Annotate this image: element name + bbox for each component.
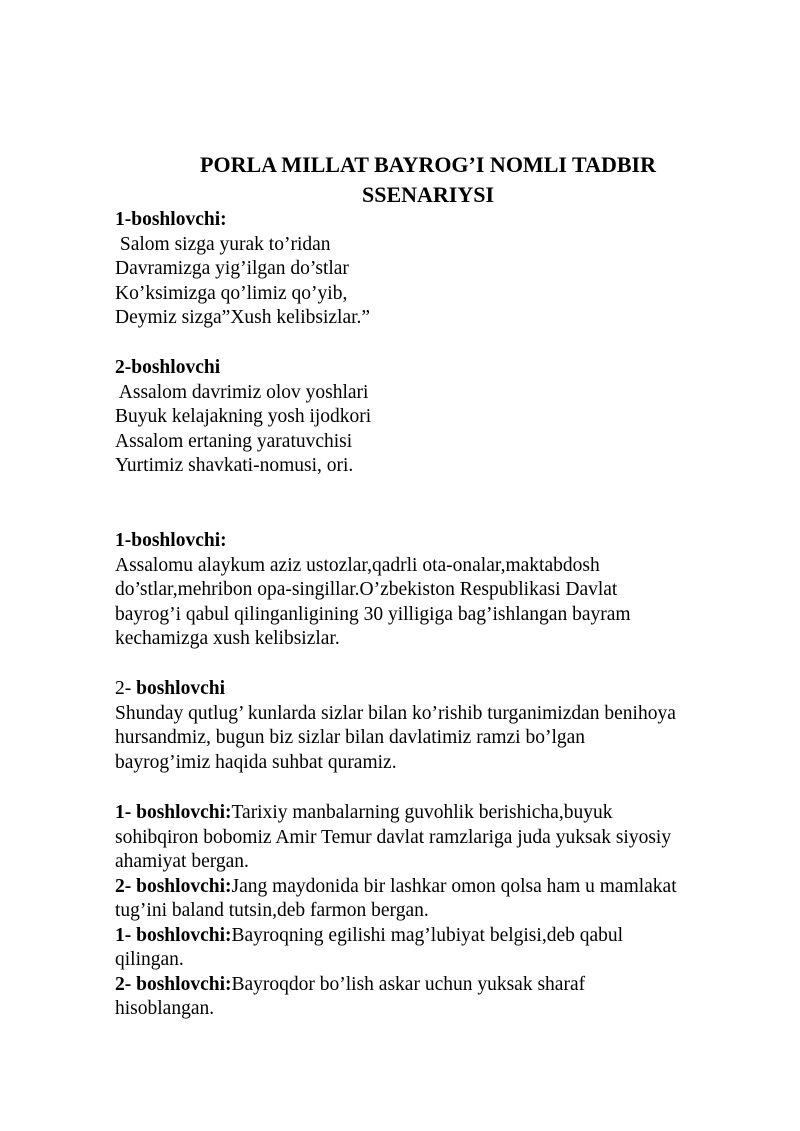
dialogue-text: Bayroqdor bo’lish askar uchun yuksak sharaf — [231, 973, 586, 995]
speaker-label: 1-boshlovchi: — [115, 209, 227, 230]
speaker-label: 1- boshlovchi: — [115, 924, 232, 946]
dialogue-line — [115, 875, 677, 900]
dialogue-text: Bayroqning egilishi mag’lubiyat belgisi,deb qabul — [231, 924, 624, 946]
dialogue-text: Jang maydonida bir lashkar omon qolsa ham u mamlakat — [231, 875, 677, 897]
dialogue-section — [115, 801, 677, 1022]
dialogue-continuation: qilingan. — [115, 949, 184, 970]
dialogue-continuation: hisoblangan. — [115, 998, 215, 1019]
paragraph-line: kechamizga xush kelibsizlar. — [115, 628, 340, 649]
verse-line: Assalom davrimiz olov yoshlari — [115, 381, 369, 403]
speaker-label: 2- boshlovchi: — [115, 973, 232, 995]
section-3 — [115, 529, 631, 652]
paragraph-line: bayrog’i qabul qilinganligining 30 yilligiga bag’ishlangan bayram — [115, 603, 631, 625]
document-title — [100, 150, 756, 210]
speaker-number: 2- — [115, 678, 132, 699]
dialogue-continuation: sohibqiron bobomiz Amir Temur davlat ramzlariga juda yuksak siyosiy — [115, 826, 672, 848]
verse-line: Davramizga yig’ilgan do’stlar — [115, 258, 349, 279]
section-1 — [115, 208, 370, 331]
paragraph-line: Assalomu alaykum aziz ustozlar,qadrli ota-onalar,maktabdosh — [115, 554, 600, 576]
verse-line: Yurtimiz shavkati-nomusi, ori. — [115, 455, 354, 476]
title-line-1: PORLA MILLAT BAYROG’I NOMLI TADBIR — [200, 152, 656, 177]
dialogue-line — [115, 924, 677, 949]
dialogue-line — [115, 801, 677, 826]
verse-line: Salom sizga yurak to’ridan — [115, 233, 331, 255]
paragraph-line: hursandmiz, bugun biz sizlar bilan davlatimiz ramzi bo’lgan — [115, 727, 586, 748]
section-4 — [115, 677, 676, 775]
paragraph-line: Shunday qutlug’ kunlarda sizlar bilan ko’rishib turganimizdan benihoya — [115, 702, 676, 724]
verse-line: Deymiz sizga”Xush kelibsizlar.” — [115, 307, 371, 328]
speaker-name: boshlovchi — [136, 678, 225, 699]
section-2 — [115, 356, 371, 479]
speaker-label: 2-boshlovchi — [115, 357, 221, 378]
dialogue-line — [115, 973, 677, 998]
speaker-label: 1-boshlovchi: — [115, 530, 227, 551]
speaker-label — [115, 677, 676, 702]
paragraph-line: bayrog’imiz haqida suhbat quramiz. — [115, 751, 397, 773]
dialogue-text: Tarixiy manbalarning guvohlik berishicha,buyuk — [231, 802, 613, 823]
verse-line: Assalom ertaning yaratuvchisi — [115, 430, 353, 452]
paragraph-line: do’stlar,mehribon opa-singillar.O’zbekiston Respublikasi Davlat — [115, 579, 618, 600]
verse-line: Buyuk kelajakning yosh ijodkori — [115, 406, 372, 427]
dialogue-continuation: ahamiyat bergan. — [115, 851, 249, 872]
dialogue-continuation: tug’ini baland tutsin,deb farmon bergan. — [115, 900, 429, 921]
title-line-2: SSENARIYSI — [361, 182, 495, 207]
verse-line: Ko’ksimizga qo’limiz qo’yib, — [115, 282, 348, 304]
speaker-label: 2- boshlovchi: — [115, 875, 232, 897]
speaker-label: 1- boshlovchi: — [115, 802, 232, 823]
